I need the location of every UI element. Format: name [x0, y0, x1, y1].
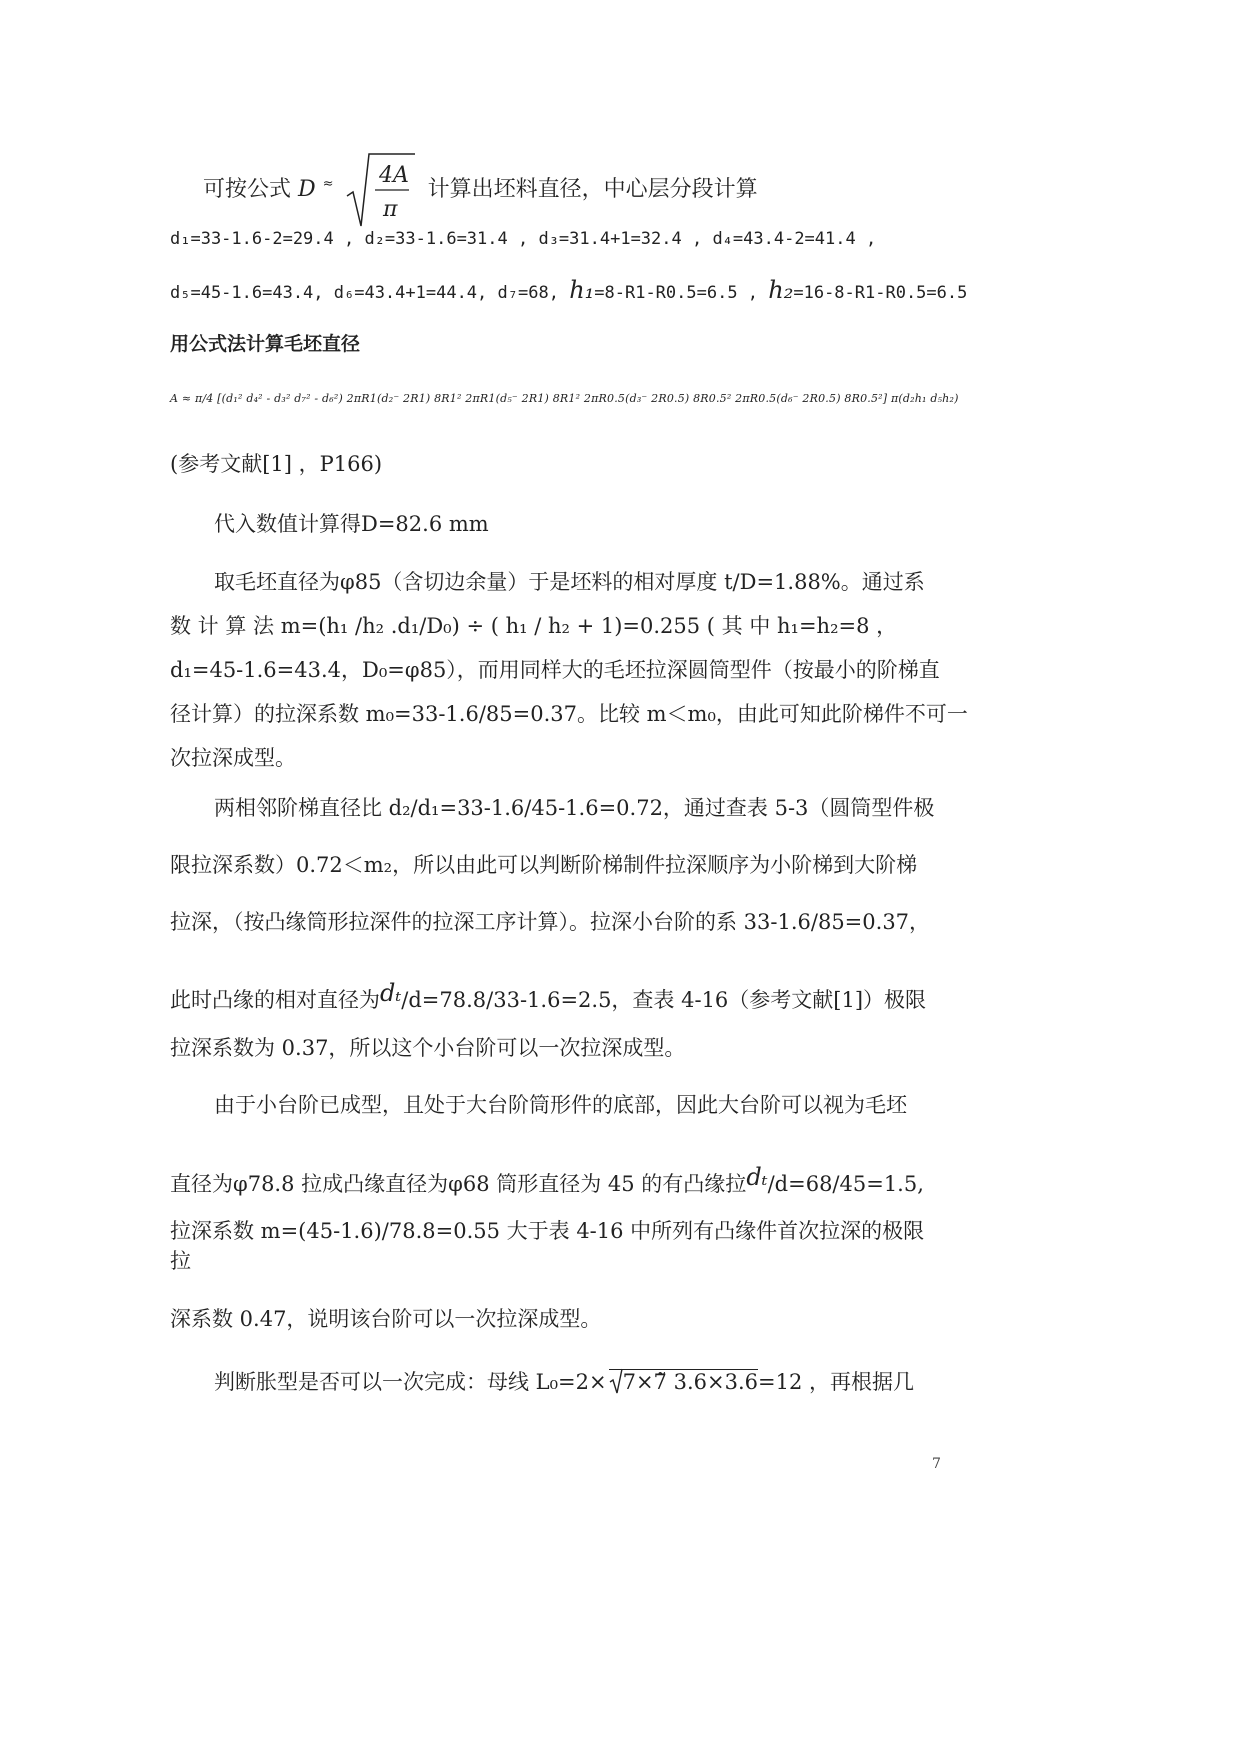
para3-line-1: 由于小台阶已成型，且处于大台阶筒形件的底部，因此大台阶可以视为毛坯 — [214, 1093, 907, 1117]
para2-line-3: 拉深，（按凸缘筒形拉深件的拉深工序计算）。拉深小台阶的系 33-1.6/85=0.37， — [170, 910, 931, 934]
para3-line-3: 拉深系数 m=(45-1.6)/78.8=0.55 大于表 4-16 中所列有凸缘件首次拉深的极限 — [170, 1219, 925, 1243]
dt-symbol-2: dₜ — [746, 1163, 768, 1191]
para2-line-1: 两相邻阶梯直径比 d₂/d₁=33-1.6/45-1.6=0.72，通过查表 5-3（圆筒型件极 — [214, 796, 935, 820]
diameters-line-2 — [170, 276, 967, 305]
para4-sqrt — [609, 1369, 758, 1395]
para4-a: 判断胀型是否可以一次完成：母线 L₀=2× — [214, 1370, 607, 1394]
formula-intro — [203, 150, 758, 230]
para3-line-2 — [170, 1163, 924, 1197]
para1-line-5: 次拉深成型。 — [170, 746, 296, 770]
sqrt-denominator: π — [382, 197, 398, 222]
para1-line-2: 数 计 算 法 m=(h₁ /h₂ .d₁/D₀) ÷ ( h₁ / h₂ + 1)=0.255 ( 其 中 h₁=h₂=8 ， — [170, 614, 898, 638]
sqrt-numerator: 4A — [378, 163, 409, 188]
diameters-line-2-b: =8-R1-R0.5=6.5 , — [594, 283, 759, 303]
sqrt-fraction — [345, 150, 417, 230]
result-line: 代入数值计算得D=82.6 mm — [214, 512, 489, 536]
page-number: 7 — [932, 1456, 941, 1472]
para2-line-4-b: /d=78.8/33-1.6=2.5，查表 4-16（参考文献[1]）极限 — [401, 988, 927, 1012]
para2-line-4-a: 此时凸缘的相对直径为 — [170, 988, 380, 1012]
para3-line-2-a: 直径为φ78.8 拉成凸缘直径为φ68 筒形直径为 45 的有凸缘拉 — [170, 1172, 747, 1196]
formula-var-d: D — [298, 177, 316, 202]
para3-line-2-b: /d=68/45=1.5, — [767, 1172, 924, 1196]
formula-intro-after: 计算出坯料直径，中心层分段计算 — [427, 177, 758, 202]
formula-approx: ≈ — [322, 176, 334, 192]
para1-line-1: 取毛坯直径为φ85（含切边余量）于是坯料的相对厚度 t/D=1.88%。通过系 — [214, 570, 925, 594]
sqrt-sign-icon — [345, 150, 417, 230]
para1-line-4: 径计算）的拉深系数 m₀=33-1.6/85=0.37。比较 m＜m₀，由此可知此阶梯件不可一 — [170, 702, 968, 726]
h2-symbol: h₂ — [768, 276, 794, 304]
para4-line — [214, 1369, 914, 1395]
sqrt-sign-icon-2 — [609, 1368, 623, 1394]
h1-symbol: h₁ — [569, 276, 595, 304]
area-formula: A ≈ π/4 [(d₁² d₄² - d₃² d₇² - d₆²) 2πR1(d₂⁻ 2R1) 8R1² 2πR1(d₅⁻ 2R1) 8R1² 2πR0.5(d₃⁻ 2R0.5) 8R0.5² 2πR0.5(d₆⁻ 2R0.5) 8R0.5²] π(d₂h₁ d₅h₂) — [170, 392, 959, 405]
reference: (参考文献[1] ，P166) — [170, 452, 383, 476]
para3-line-4: 拉 — [170, 1249, 191, 1273]
para1-line-3: d₁=45-1.6=43.4，D₀=φ85），而用同样大的毛坯拉深圆筒型件（按最小的阶梯直 — [170, 658, 940, 682]
diameters-line-2-c: =16-8-R1-R0.5=6.5 — [793, 283, 968, 303]
diameters-line-1: d₁=33-1.6-2=29.4 , d₂=33-1.6=31.4 , d₃=31.4+1=32.4 , d₄=43.4-2=41.4 , — [170, 229, 877, 249]
para4-sqrt-content: 7×7̃ 3.6×3.6 — [622, 1370, 758, 1394]
para2-line-2: 限拉深系数）0.72＜m₂，所以由此可以判断阶梯制件拉深顺序为小阶梯到大阶梯 — [170, 853, 918, 877]
para3-line-5: 深系数 0.47，说明该台阶可以一次拉深成型。 — [170, 1307, 602, 1331]
formula-intro-before: 可按公式 — [203, 177, 292, 202]
para2-line-5: 拉深系数为 0.37，所以这个小台阶可以一次拉深成型。 — [170, 1036, 686, 1060]
dt-symbol: dₜ — [380, 979, 402, 1007]
para4-b: =12 ，再根据几 — [757, 1370, 914, 1394]
diameters-line-2-a: d₅=45-1.6=43.4, d₆=43.4+1=44.4, d₇=68, — [170, 283, 559, 303]
section-heading: 用公式法计算毛坯直径 — [170, 333, 361, 355]
para2-line-4 — [170, 979, 926, 1013]
